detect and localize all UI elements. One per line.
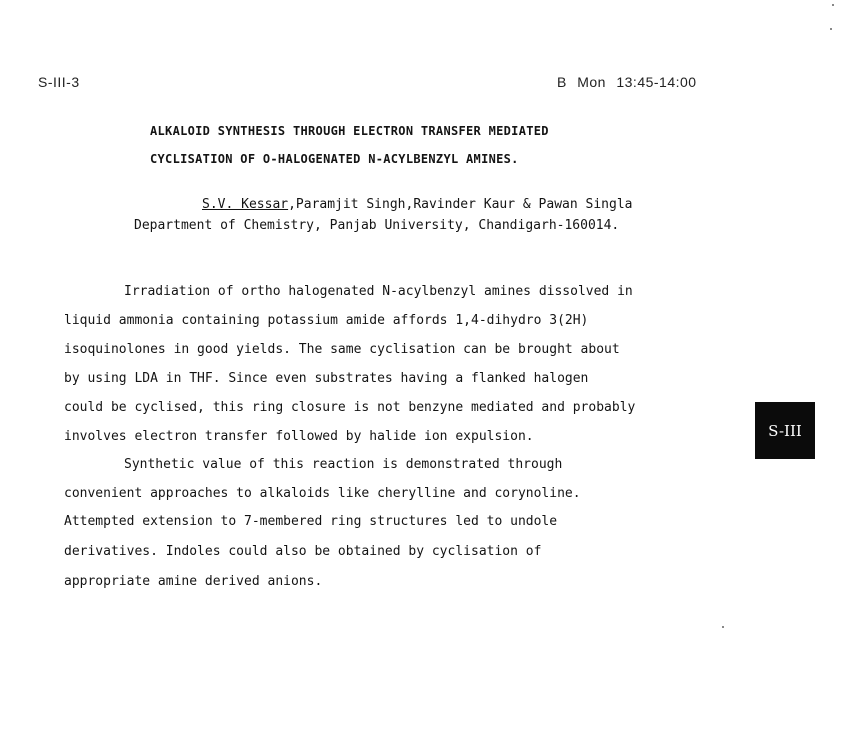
abstract-line: involves electron transfer followed by halide ion expulsion. [64,429,534,444]
author-list [202,197,632,212]
abstract-line: could be cyclised, this ring closure is not benzyne mediated and probably [64,400,636,415]
title-line-2: CYCLISATION OF O-HALOGENATED N-ACYLBENZYL AMINES. [150,152,519,166]
abstract-line: derivatives. Indoles could also be obtained by cyclisation of [64,544,542,559]
abstract-line: isoquinolones in good yields. The same cyclisation can be brought about [64,342,620,357]
lead-author: S.V. Kessar [202,197,289,212]
co-authors: ,Paramjit Singh,Ravinder Kaur & Pawan Singla [288,197,633,212]
abstract-line: appropriate amine derived anions. [64,574,323,589]
session-time: B Mon 13:45-14:00 [557,74,697,90]
title-line-1: ALKALOID SYNTHESIS THROUGH ELECTRON TRANSFER MEDIATED [150,124,549,138]
section-tab: S-III [755,402,815,459]
abstract-line: by using LDA in THF. Since even substrates having a flanked halogen [64,371,589,386]
scan-speck [722,626,724,628]
abstract-line: Attempted extension to 7-membered ring structures led to undole [64,514,558,529]
abstract-line: Irradiation of ortho halogenated N-acylbenzyl amines dissolved in [124,284,633,299]
abstract-line: Synthetic value of this reaction is demonstrated through [124,457,563,472]
scan-speck [830,28,832,30]
session-code: S-III-3 [38,74,80,90]
affiliation: Department of Chemistry, Panjab University, Chandigarh-160014. [134,218,620,233]
scan-speck [832,4,834,6]
abstract-line: convenient approaches to alkaloids like cherylline and corynoline. [64,486,581,501]
abstract-line: liquid ammonia containing potassium amide affords 1,4-dihydro 3(2H) [64,313,589,328]
